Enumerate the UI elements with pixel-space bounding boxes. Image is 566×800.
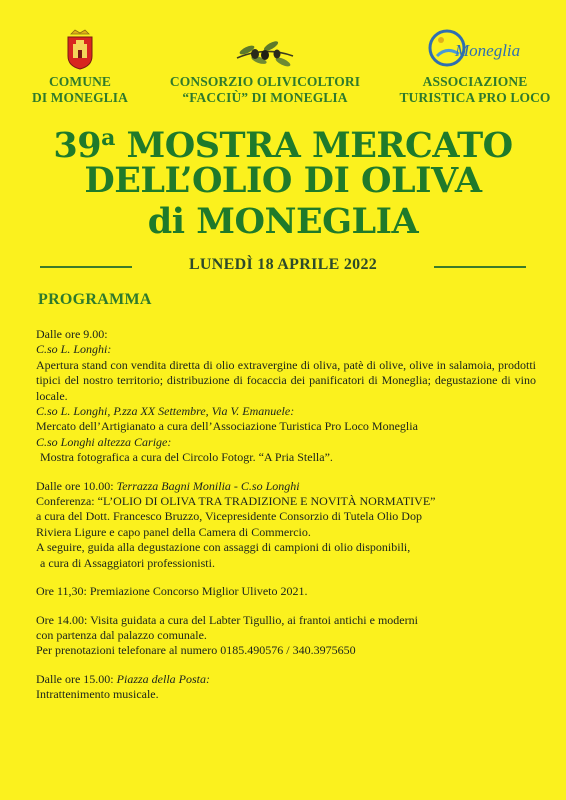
org-name-line1: ASSOCIAZIONE	[422, 74, 528, 89]
org-name-line2: DI MONEGLIA	[32, 90, 128, 105]
conference-title: Conferenza: “L’OLIO DI OLIVA TRA TRADIZIONE E NOVITÀ NORMATIVE”	[36, 494, 436, 509]
program-body	[36, 327, 536, 703]
description: Riviera Ligure e capo panel della Camera di Commercio.	[36, 524, 311, 539]
olive-branch-icon	[233, 36, 297, 70]
booking-phone: Per prenotazioni telefonare al numero 0185.490576 / 340.3975650	[36, 643, 356, 658]
logo-text: Moneglia	[455, 41, 521, 60]
divider	[40, 266, 132, 268]
consorzio-block	[160, 14, 370, 106]
org-name-line2: TURISTICA PRO LOCO	[399, 90, 551, 105]
location-label: Terrazza Bagni Monilia - C.so Longhi	[116, 478, 300, 493]
description: Apertura stand con vendita diretta di olio extravergine di oliva, patè di olive, olive in salamoia, prodotti tipici del nostro territorio; distribuzione di focaccia dei panificatori di Moneglia; degustazione di vino locale.	[36, 357, 536, 403]
coat-of-arms-icon	[65, 28, 95, 70]
location-label: C.so L. Longhi:	[36, 342, 112, 357]
description: con partenza dal palazzo comunale.	[36, 627, 207, 642]
description: Ore 14.00: Visita guidata a cura del Labter Tigullio, ai frantoi antichi e moderni	[36, 612, 418, 627]
description: a cura di Assaggiatori professionisti.	[40, 555, 215, 570]
header-logos	[0, 14, 566, 124]
description: a cura del Dott. Francesco Bruzzo, Vicepresidente Consorzio di Tutela Olio Dop	[36, 509, 422, 524]
time-label: Dalle ore 15.00:	[36, 671, 114, 686]
title-line-1-text: MOSTRA MERCATO	[126, 125, 513, 166]
time-label: Dalle ore 10.00:	[36, 478, 114, 493]
edition-number: 39	[53, 125, 102, 166]
location-label: C.so Longhi altezza Carige:	[36, 434, 172, 449]
org-name-line1: CONSORZIO OLIVICOLTORI	[169, 74, 361, 89]
location-label: C.so L. Longhi, P.zza XX Settembre, Via V. Emanuele:	[36, 404, 295, 419]
description: Intrattenimento musicale.	[36, 687, 159, 702]
title-line-3: di MONEGLIA	[147, 201, 419, 242]
description: Mercato dell’Artigianato a cura dell’Associazione Turistica Pro Loco Moneglia	[36, 419, 418, 434]
description: Mostra fotografica a cura del Circolo Fotogr. “A Pria Stella”.	[40, 450, 333, 465]
moneglia-logo-icon	[425, 26, 525, 70]
award-line: Ore 11,30: Premiazione Concorso Miglior Uliveto 2021.	[36, 584, 308, 599]
title-line-2: DELL’OLIO DI OLIVA	[84, 160, 482, 201]
proloco-block	[395, 14, 555, 106]
time-location-line	[36, 479, 536, 494]
comune-block	[20, 14, 140, 106]
org-name-line1: COMUNE	[48, 74, 112, 89]
date-band	[40, 256, 526, 278]
description: A seguire, guida alla degustazione con assaggi di campioni di olio disponibili,	[36, 540, 411, 555]
edition-ordinal: a	[101, 125, 115, 151]
time-label: Dalle ore 9.00:	[36, 327, 108, 341]
event-date: LUNEDÌ 18 APRILE 2022	[188, 256, 378, 273]
location-label: Piazza della Posta:	[116, 671, 210, 686]
programma-heading: PROGRAMMA	[38, 291, 152, 308]
time-location-line	[36, 672, 536, 687]
org-name-line2: “FACCIÙ” DI MONEGLIA	[182, 90, 348, 105]
divider	[434, 266, 526, 268]
